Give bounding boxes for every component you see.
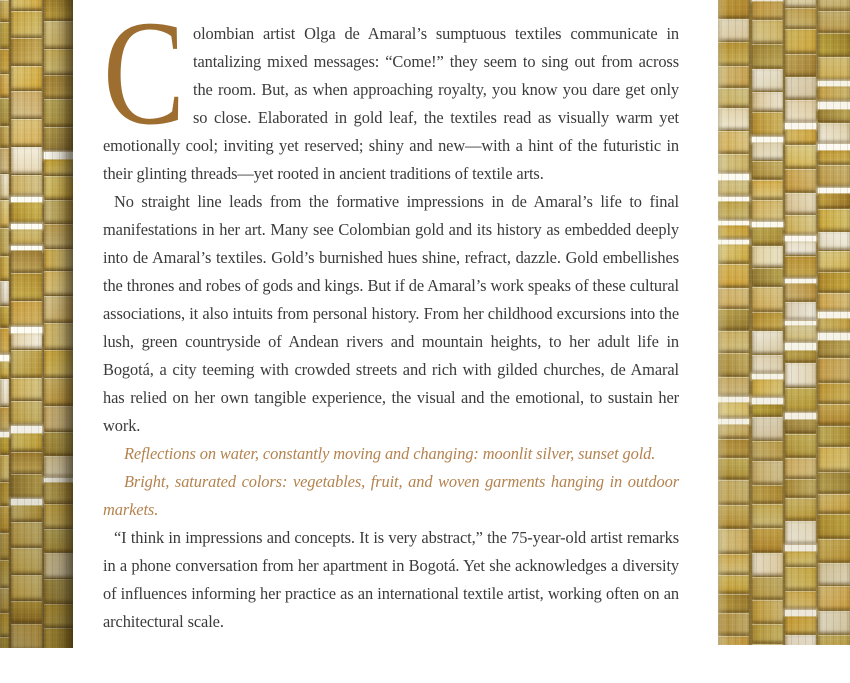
textile-tile bbox=[0, 407, 9, 431]
textile-tile bbox=[44, 406, 73, 431]
textile-tile bbox=[785, 241, 816, 255]
textile-tile bbox=[785, 100, 816, 122]
textile-tile bbox=[818, 472, 850, 493]
textile-tile bbox=[785, 0, 816, 7]
textile-tile bbox=[785, 363, 816, 387]
textile-tile bbox=[785, 591, 816, 609]
textile-tile bbox=[44, 75, 73, 98]
quote-line-one: Reflections on water, constantly moving and changing: moonlit silver, sunset gold. bbox=[124, 444, 656, 463]
textile-tile bbox=[785, 77, 816, 99]
textile-tile bbox=[0, 126, 9, 147]
textile-tile bbox=[818, 150, 850, 164]
textile-tile bbox=[0, 506, 9, 532]
textile-tile bbox=[0, 482, 9, 505]
textile-tile bbox=[718, 554, 749, 574]
textile-tile bbox=[752, 312, 783, 330]
textile-tile bbox=[44, 127, 73, 151]
textile-tile bbox=[785, 479, 816, 497]
textile-tile bbox=[818, 635, 850, 645]
textile-tile bbox=[818, 563, 850, 585]
textile-tile bbox=[818, 611, 850, 634]
textile-tile bbox=[785, 145, 816, 168]
textile-tile bbox=[11, 91, 42, 118]
textile-tile bbox=[11, 474, 42, 498]
textile-tile bbox=[752, 331, 783, 354]
textile-tile bbox=[785, 283, 816, 301]
textile-tile bbox=[752, 553, 783, 576]
textile-tile bbox=[752, 69, 783, 91]
textile-tile bbox=[0, 328, 9, 354]
textile-tile bbox=[11, 273, 42, 300]
textile-tile bbox=[785, 388, 816, 412]
textile-light-gap bbox=[44, 152, 73, 159]
textile-tile bbox=[818, 33, 850, 56]
paragraph-two: No straight line leads from the formative impressions in de Amaral’s life to final manifestations in her art. Many see Colombian gold and its history as embedded deeply into de Amaral’s textiles. Gold’s burnished hues shine, refract, dazzle. Gold embellishes the thrones and robes of gods and kings. But if de Amaral’s work speaks of these cultural associations, it also intuits from personal history. From her childhood excursions into the lush, green countryside of Andean rivers and mountain heights, to her adult life in Bogotá, a city teeming with crowded streets and rich with gilded churches, de Amaral has relied on her own tangible experience, the visual and the emotional, to sustain her work. bbox=[103, 192, 679, 435]
textile-tile bbox=[818, 404, 850, 425]
textile-tile bbox=[11, 147, 42, 174]
textile-tile bbox=[44, 99, 73, 126]
textile-tile bbox=[718, 201, 749, 220]
textile-tile bbox=[718, 264, 749, 287]
textile-tile bbox=[11, 350, 42, 377]
textile-tile bbox=[11, 452, 42, 473]
textile-tile bbox=[0, 361, 9, 378]
textile-tile bbox=[818, 426, 850, 446]
textile-tile bbox=[44, 553, 73, 578]
textile-tile bbox=[818, 123, 850, 143]
textile-tile bbox=[11, 401, 42, 425]
textile-tile bbox=[44, 378, 73, 405]
textile-tile bbox=[0, 455, 9, 481]
textile-tile bbox=[818, 86, 850, 101]
textile-tile bbox=[0, 22, 9, 48]
textile-tile bbox=[718, 613, 749, 635]
textile-tile bbox=[785, 8, 816, 28]
textile-tile bbox=[0, 0, 9, 21]
textile-tile bbox=[11, 0, 42, 10]
textile-tile bbox=[718, 180, 749, 196]
textile-tile bbox=[818, 514, 850, 538]
textile-tile bbox=[718, 225, 749, 239]
textile-tile bbox=[752, 355, 783, 373]
textile-tile bbox=[818, 209, 850, 231]
textile-tile bbox=[785, 193, 816, 214]
textile-tile bbox=[718, 636, 749, 645]
gold-textile-right-image bbox=[718, 0, 850, 645]
textile-tile bbox=[44, 628, 73, 648]
textile-tile bbox=[818, 0, 850, 10]
textile-tile bbox=[44, 456, 73, 477]
textile-tile bbox=[11, 548, 42, 574]
textile-tile bbox=[818, 293, 850, 311]
textile-tile bbox=[0, 379, 9, 406]
textile-tile bbox=[44, 49, 73, 74]
textile-tile bbox=[44, 482, 73, 503]
textile-tile bbox=[11, 250, 42, 272]
textile-tile bbox=[718, 377, 749, 396]
textile-tile bbox=[752, 600, 783, 623]
textile-tile bbox=[785, 215, 816, 235]
textile-tile bbox=[0, 98, 9, 125]
textile-tile bbox=[11, 66, 42, 90]
textile-tile bbox=[44, 579, 73, 603]
textile-tile bbox=[752, 161, 783, 179]
textile-tile bbox=[785, 521, 816, 544]
textile-tile bbox=[785, 169, 816, 192]
textile-tile bbox=[11, 624, 42, 648]
textile-tile bbox=[718, 309, 749, 330]
textile-tile bbox=[0, 74, 9, 97]
textile-tile bbox=[0, 533, 9, 559]
textile-tile bbox=[718, 331, 749, 352]
textile-tile bbox=[818, 494, 850, 513]
textile-tile bbox=[752, 200, 783, 221]
textile-tile bbox=[752, 268, 783, 286]
textile-tile bbox=[0, 228, 9, 255]
textile-tile bbox=[718, 505, 749, 528]
textile-tile bbox=[818, 340, 850, 357]
textile-tile bbox=[752, 20, 783, 43]
textile-tile bbox=[44, 176, 73, 199]
textile-tile bbox=[718, 424, 749, 438]
textile-tile bbox=[818, 447, 850, 471]
textile-tile bbox=[718, 529, 749, 553]
textile-tile bbox=[44, 432, 73, 455]
textile-tile bbox=[11, 433, 42, 451]
textile-tile bbox=[752, 44, 783, 68]
textile-tile bbox=[752, 485, 783, 503]
textile-tile bbox=[718, 131, 749, 153]
textile-tile bbox=[11, 202, 42, 223]
paragraph-opening bbox=[103, 0, 679, 188]
textile-tile bbox=[752, 461, 783, 484]
textile-tile bbox=[44, 529, 73, 552]
textile-tile bbox=[785, 419, 816, 433]
textile-tile bbox=[718, 244, 749, 263]
textile-tile bbox=[752, 180, 783, 199]
textile-tile bbox=[44, 350, 73, 377]
textile-tile bbox=[718, 42, 749, 65]
textile-tile bbox=[818, 358, 850, 382]
textile-tile bbox=[718, 19, 749, 41]
quote-line-two: Bright, saturated colors: vegetables, fruit, and woven garments hanging in outdoor markets. bbox=[103, 472, 679, 519]
textile-tile bbox=[44, 249, 73, 270]
textile-light-gap bbox=[818, 102, 850, 109]
textile-tile bbox=[818, 11, 850, 32]
textile-tile bbox=[785, 498, 816, 520]
textile-tile bbox=[785, 129, 816, 144]
textile-tile bbox=[0, 437, 9, 454]
textile-tile bbox=[718, 594, 749, 612]
textile-tile bbox=[818, 232, 850, 250]
textile-tile bbox=[752, 504, 783, 527]
textile-tile bbox=[785, 567, 816, 590]
textile-tile bbox=[718, 458, 749, 479]
textile-tile bbox=[44, 224, 73, 248]
textile-tile bbox=[785, 458, 816, 478]
textile-tile bbox=[11, 301, 42, 326]
textile-tile bbox=[752, 644, 783, 645]
textile-light-gap bbox=[785, 343, 816, 350]
textile-tile bbox=[11, 601, 42, 623]
textile-tile bbox=[11, 119, 42, 146]
textile-tile bbox=[44, 200, 73, 223]
textile-tile bbox=[718, 0, 749, 18]
textile-tile bbox=[0, 200, 9, 227]
textile-tile bbox=[752, 112, 783, 136]
textile-tile bbox=[818, 383, 850, 403]
textile-tile bbox=[818, 586, 850, 610]
textile-tile bbox=[752, 441, 783, 460]
textile-tile bbox=[11, 505, 42, 521]
textile-tile bbox=[718, 88, 749, 107]
article-text bbox=[103, 0, 679, 636]
textile-tile bbox=[785, 325, 816, 342]
textile-tile bbox=[818, 109, 850, 122]
textile-tile bbox=[44, 0, 73, 20]
textile-light-gap bbox=[818, 333, 850, 340]
paragraph-three: “I think in impressions and concepts. It is very abstract,” the 75-year-old artist remarks in a phone conversation from her apartment in Bogotá. Yet she acknowledges a diversity of influences informing her practice as an international textile artist, working often on an architectural scale. bbox=[103, 528, 679, 631]
textile-tile bbox=[718, 575, 749, 593]
textile-tile bbox=[752, 417, 783, 440]
textile-tile bbox=[752, 92, 783, 111]
drop-cap: C bbox=[103, 0, 185, 156]
textile-tile bbox=[752, 404, 783, 416]
textile-tile bbox=[44, 323, 73, 349]
textile-tile bbox=[785, 256, 816, 278]
textile-tile bbox=[718, 402, 749, 418]
textile-tile bbox=[11, 11, 42, 37]
textile-tile bbox=[0, 637, 9, 648]
textile-tile bbox=[718, 288, 749, 308]
paragraph-opening-text: olombian artist Olga de Amaral’s sumptuous textiles communicate in tantalizing mixed messages: “Come!” they seem to sing out from across the room. But, as when approaching royalty, you know you dare get only so close. Elaborated in gold leaf, the textiles read as visually warm yet emotionally cool; inviting yet reserved; shiny and new—with a hint of the futuristic in their glinting threads—yet rooted in ancient traditions of textile arts. bbox=[103, 24, 679, 183]
textile-tile bbox=[785, 54, 816, 76]
textile-tile bbox=[44, 21, 73, 48]
textile-tile bbox=[44, 504, 73, 528]
textile-light-gap bbox=[11, 426, 42, 433]
textile-tile bbox=[11, 229, 42, 245]
textile-tile bbox=[752, 227, 783, 245]
textile-tile bbox=[818, 318, 850, 332]
textile-tile bbox=[785, 551, 816, 566]
textile-tile bbox=[44, 296, 73, 322]
textile-tile bbox=[11, 378, 42, 400]
textile-tile bbox=[718, 108, 749, 130]
textile-tile bbox=[718, 439, 749, 457]
textile-tile bbox=[718, 154, 749, 173]
textile-tile bbox=[0, 281, 9, 305]
textile-tile bbox=[752, 142, 783, 160]
gold-textile-left-image bbox=[0, 0, 73, 648]
textile-tile bbox=[11, 175, 42, 196]
textile-tile bbox=[752, 577, 783, 599]
textile-tile bbox=[818, 539, 850, 562]
textile-tile bbox=[718, 66, 749, 87]
textile-tile bbox=[752, 246, 783, 267]
textile-tile bbox=[785, 29, 816, 53]
textile-tile bbox=[785, 434, 816, 457]
textile-tile bbox=[11, 38, 42, 65]
textile-tile bbox=[752, 528, 783, 552]
textile-tile bbox=[752, 624, 783, 643]
textile-tile bbox=[785, 616, 816, 634]
textile-tile bbox=[718, 353, 749, 376]
textile-tile bbox=[752, 287, 783, 311]
textile-tile bbox=[11, 522, 42, 547]
textile-tile bbox=[818, 251, 850, 271]
textile-tile bbox=[0, 174, 9, 199]
textile-tile bbox=[718, 480, 749, 504]
textile-tile bbox=[0, 256, 9, 280]
textile-tile bbox=[0, 560, 9, 587]
textile-tile bbox=[0, 49, 9, 73]
textile-tile bbox=[11, 333, 42, 349]
textile-tile bbox=[44, 159, 73, 175]
textile-tile bbox=[785, 350, 816, 362]
textile-tile bbox=[11, 575, 42, 600]
textile-tile bbox=[785, 302, 816, 320]
textile-tile bbox=[785, 635, 816, 645]
textile-tile bbox=[818, 272, 850, 292]
textile-tile bbox=[752, 1, 783, 19]
textile-tile bbox=[44, 604, 73, 627]
textile-tile bbox=[818, 193, 850, 208]
textile-tile bbox=[0, 306, 9, 327]
textile-tile bbox=[818, 57, 850, 80]
textile-tile bbox=[818, 165, 850, 187]
textile-tile bbox=[0, 588, 9, 612]
textile-tile bbox=[0, 613, 9, 636]
textile-tile bbox=[44, 271, 73, 295]
textile-tile bbox=[752, 379, 783, 397]
textile-tile bbox=[0, 148, 9, 173]
